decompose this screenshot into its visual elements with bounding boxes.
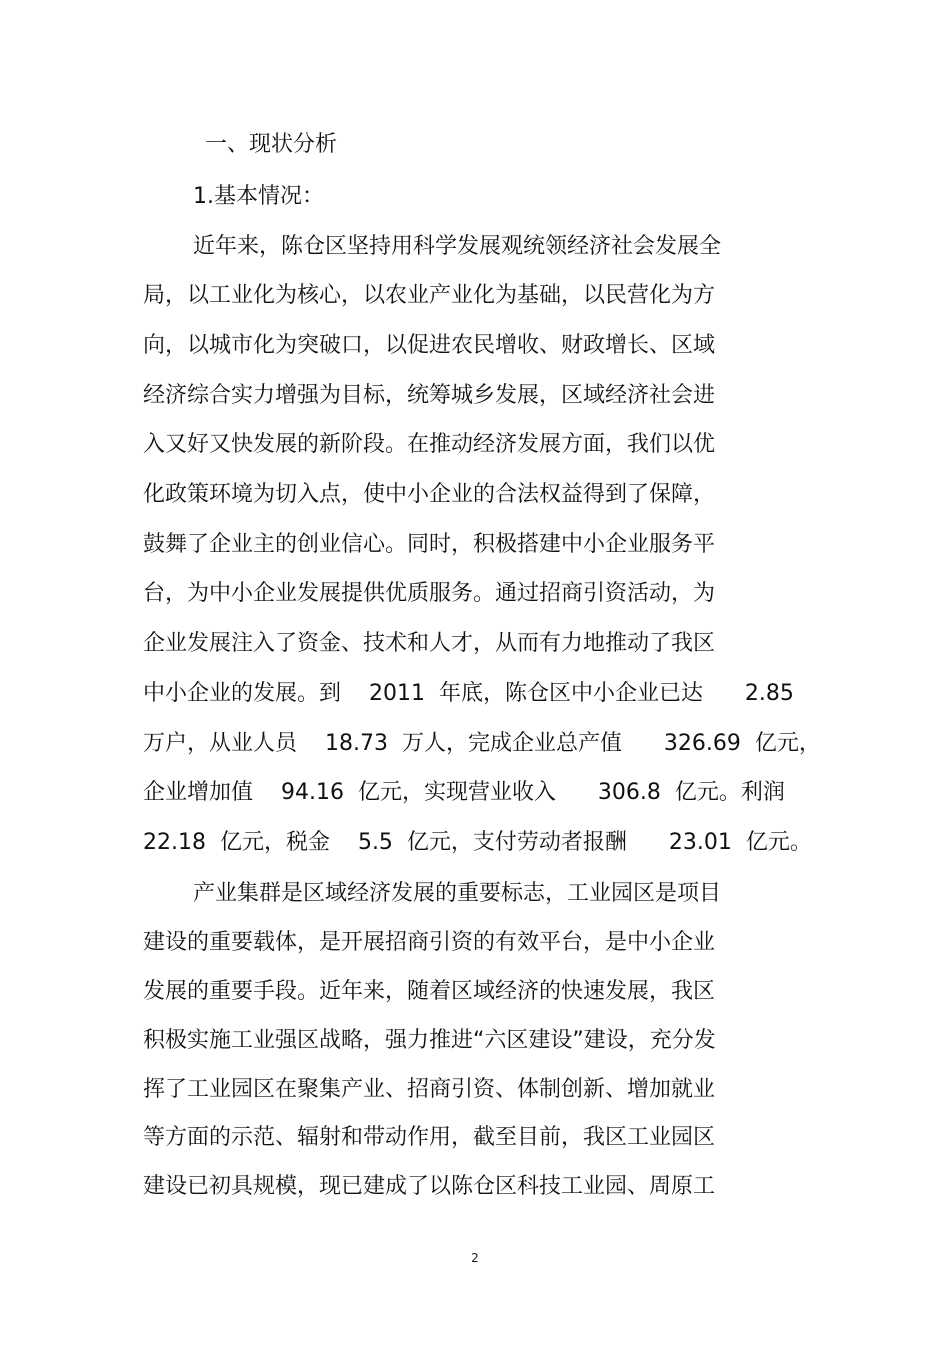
paragraph-1-line-2: 局，以工业化为核心，以农业产业化为基础，以民营化为方: [143, 283, 716, 308]
paragraph-1-line-10: 中小企业的发展。到 2011 年底，陈仓区中小企业已达 2.85: [143, 681, 794, 706]
paragraph-1-line-12: 企业增加值 94.16 亿元，实现营业收入 306.8 亿元。利润: [143, 780, 785, 805]
paragraph-1-line-6: 化政策环境为切入点，使中小企业的合法权益得到了保障，: [143, 482, 716, 507]
paragraph-1-line-3: 向，以城市化为突破口，以促进农民增收、财政增长、区域: [143, 333, 716, 358]
page-number: 2: [471, 1251, 479, 1265]
paragraph-1-line-4: 经济综合实力增强为目标，统筹城乡发展，区域经济社会进: [143, 383, 716, 408]
paragraph-2-line-6: 等方面的示范、辐射和带动作用，截至目前，我区工业园区: [143, 1125, 716, 1150]
paragraph-2-line-7: 建设已初具规模，现已建成了以陈仓区科技工业园、周原工: [143, 1174, 716, 1199]
paragraph-1-line-9: 企业发展注入了资金、技术和人才，从而有力地推动了我区: [143, 631, 716, 656]
paragraph-1-line-1: 近年来，陈仓区坚持用科学发展观统领经济社会发展全: [193, 234, 722, 259]
paragraph-2-line-1: 产业集群是区域经济发展的重要标志，工业园区是项目: [193, 881, 722, 906]
paragraph-1-line-7: 鼓舞了企业主的创业信心。同时，积极搭建中小企业服务平: [143, 532, 716, 557]
paragraph-2-line-3: 发展的重要手段。近年来，随着区域经济的快速发展，我区: [143, 979, 716, 1004]
paragraph-1-line-11: 万户，从业人员 18.73 万人，完成企业总产值 326.69 亿元，: [143, 731, 821, 756]
paragraph-1-line-13: 22.18 亿元，税金 5.5 亿元，支付劳动者报酬 23.01 亿元。: [143, 830, 812, 855]
paragraph-2-line-5: 挥了工业园区在聚集产业、招商引资、体制创新、增加就业: [143, 1077, 716, 1102]
paragraph-2-line-2: 建设的重要载体，是开展招商引资的有效平台，是中小企业: [143, 930, 716, 955]
paragraph-2-line-4: 积极实施工业强区战略，强力推进“六区建设”建设，充分发: [143, 1028, 716, 1053]
section-heading: 一、现状分析: [205, 132, 338, 157]
paragraph-1-line-8: 台，为中小企业发展提供优质服务。通过招商引资活动，为: [143, 581, 716, 606]
subsection-heading: 1.基本情况：: [193, 184, 324, 209]
paragraph-1-line-5: 入又好又快发展的新阶段。在推动经济发展方面，我们以优: [143, 432, 716, 457]
